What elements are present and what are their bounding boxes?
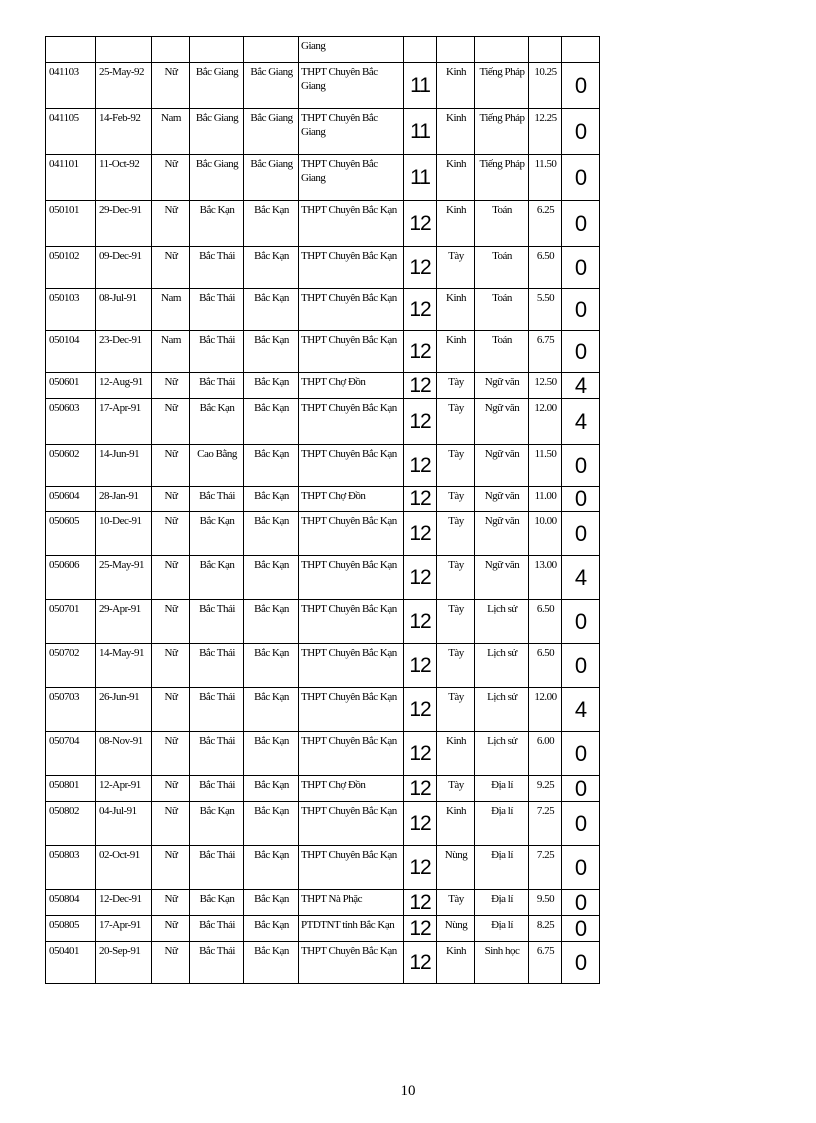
- cell-candidate-id: 041101: [46, 155, 96, 201]
- cell-points: [562, 37, 600, 63]
- cell-points: 4: [562, 373, 600, 399]
- cell-school: THPT Chuyên Bắc Kạn: [299, 644, 404, 688]
- cell-birthplace: Bắc Thái: [190, 776, 244, 802]
- cell-date-of-birth: 29-Apr-91: [96, 600, 152, 644]
- cell-province: Bắc Kạn: [244, 802, 299, 846]
- cell-date-of-birth: 14-May-91: [96, 644, 152, 688]
- cell-date-of-birth: 10-Dec-91: [96, 512, 152, 556]
- cell-birthplace: Bắc Thái: [190, 942, 244, 984]
- cell-candidate-id: 050704: [46, 732, 96, 776]
- table-row: [46, 512, 600, 556]
- cell-school: THPT Chuyên Bắc Kạn: [299, 846, 404, 890]
- cell-candidate-id: 050701: [46, 600, 96, 644]
- table-row: [46, 63, 600, 109]
- cell-ethnicity: Kinh: [437, 155, 475, 201]
- cell-sex: Nữ: [152, 155, 190, 201]
- cell-grade: [404, 37, 437, 63]
- cell-points: 4: [562, 556, 600, 600]
- table-row: [46, 846, 600, 890]
- cell-score: 11.00: [529, 487, 562, 512]
- cell-sex: Nữ: [152, 916, 190, 942]
- cell-score: 6.25: [529, 201, 562, 247]
- cell-grade: 12: [404, 776, 437, 802]
- table-row: [46, 732, 600, 776]
- cell-province: Bắc Kạn: [244, 890, 299, 916]
- cell-school: THPT Chợ Đồn: [299, 373, 404, 399]
- cell-score: 6.50: [529, 247, 562, 289]
- cell-province: Bắc Kạn: [244, 688, 299, 732]
- cell-school: THPT Chuyên Bắc Kạn: [299, 247, 404, 289]
- cell-birthplace: Bắc Thái: [190, 600, 244, 644]
- cell-sex: Nam: [152, 109, 190, 155]
- cell-sex: Nữ: [152, 732, 190, 776]
- cell-date-of-birth: 09-Dec-91: [96, 247, 152, 289]
- cell-birthplace: Bắc Thái: [190, 732, 244, 776]
- cell-grade: 12: [404, 732, 437, 776]
- cell-points: 4: [562, 688, 600, 732]
- cell-candidate-id: 050101: [46, 201, 96, 247]
- cell-points: 0: [562, 289, 600, 331]
- cell-subject: Địa lí: [475, 776, 529, 802]
- cell-ethnicity: Kinh: [437, 732, 475, 776]
- cell-grade: 12: [404, 445, 437, 487]
- cell-birthplace: Bắc Kạn: [190, 556, 244, 600]
- table-row: [46, 487, 600, 512]
- table-body: [46, 37, 600, 984]
- cell-points: 0: [562, 732, 600, 776]
- cell-date-of-birth: 20-Sep-91: [96, 942, 152, 984]
- cell-birthplace: Bắc Kạn: [190, 802, 244, 846]
- cell-school: Giang: [299, 37, 404, 63]
- table-row: [46, 155, 600, 201]
- cell-sex: Nữ: [152, 445, 190, 487]
- cell-score: 9.50: [529, 890, 562, 916]
- cell-ethnicity: Tày: [437, 247, 475, 289]
- cell-school: THPT Nà Phặc: [299, 890, 404, 916]
- cell-province: Bắc Kạn: [244, 732, 299, 776]
- table-row: [46, 776, 600, 802]
- cell-sex: Nữ: [152, 890, 190, 916]
- cell-candidate-id: 050805: [46, 916, 96, 942]
- cell-grade: 12: [404, 331, 437, 373]
- cell-province: Bắc Kạn: [244, 445, 299, 487]
- table-row: [46, 331, 600, 373]
- cell-points: 0: [562, 487, 600, 512]
- table-row: [46, 445, 600, 487]
- cell-birthplace: Bắc Thái: [190, 247, 244, 289]
- cell-sex: [152, 37, 190, 63]
- table-row: [46, 916, 600, 942]
- cell-school: THPT Chợ Đồn: [299, 487, 404, 512]
- cell-province: Bắc Kạn: [244, 556, 299, 600]
- cell-points: 0: [562, 155, 600, 201]
- cell-province: Bắc Kạn: [244, 487, 299, 512]
- cell-ethnicity: Tày: [437, 600, 475, 644]
- cell-ethnicity: Tày: [437, 373, 475, 399]
- cell-candidate-id: 050803: [46, 846, 96, 890]
- cell-province: Bắc Kạn: [244, 512, 299, 556]
- cell-candidate-id: 050802: [46, 802, 96, 846]
- cell-score: [529, 37, 562, 63]
- cell-candidate-id: 050702: [46, 644, 96, 688]
- cell-candidate-id: 041103: [46, 63, 96, 109]
- cell-score: 11.50: [529, 445, 562, 487]
- table-row: [46, 289, 600, 331]
- cell-date-of-birth: 12-Aug-91: [96, 373, 152, 399]
- cell-ethnicity: Tày: [437, 512, 475, 556]
- cell-score: 13.00: [529, 556, 562, 600]
- cell-subject: Lịch sử: [475, 600, 529, 644]
- cell-ethnicity: Tày: [437, 445, 475, 487]
- page-number: 10: [400, 1083, 416, 1099]
- cell-date-of-birth: 25-May-92: [96, 63, 152, 109]
- cell-score: 12.50: [529, 373, 562, 399]
- cell-birthplace: Bắc Thái: [190, 688, 244, 732]
- cell-candidate-id: 050801: [46, 776, 96, 802]
- cell-points: 0: [562, 916, 600, 942]
- cell-sex: Nữ: [152, 600, 190, 644]
- cell-school: THPT Chuyên Bắc Kạn: [299, 688, 404, 732]
- cell-birthplace: Bắc Kạn: [190, 512, 244, 556]
- cell-ethnicity: Kinh: [437, 63, 475, 109]
- cell-ethnicity: Kinh: [437, 289, 475, 331]
- cell-points: 0: [562, 846, 600, 890]
- cell-candidate-id: 050103: [46, 289, 96, 331]
- cell-points: 0: [562, 600, 600, 644]
- cell-province: Bắc Kạn: [244, 201, 299, 247]
- cell-grade: 12: [404, 373, 437, 399]
- cell-points: 0: [562, 201, 600, 247]
- cell-date-of-birth: 04-Jul-91: [96, 802, 152, 846]
- cell-sex: Nữ: [152, 942, 190, 984]
- cell-ethnicity: Kinh: [437, 109, 475, 155]
- cell-points: 4: [562, 399, 600, 445]
- cell-score: 10.25: [529, 63, 562, 109]
- cell-sex: Nữ: [152, 247, 190, 289]
- cell-birthplace: [190, 37, 244, 63]
- cell-sex: Nữ: [152, 688, 190, 732]
- cell-candidate-id: 050603: [46, 399, 96, 445]
- cell-subject: Lịch sử: [475, 688, 529, 732]
- cell-points: 0: [562, 331, 600, 373]
- cell-school: PTDTNT tỉnh Bắc Kạn: [299, 916, 404, 942]
- cell-grade: 12: [404, 916, 437, 942]
- cell-birthplace: Cao Bằng: [190, 445, 244, 487]
- cell-subject: Địa lí: [475, 802, 529, 846]
- cell-grade: 11: [404, 155, 437, 201]
- cell-sex: Nữ: [152, 556, 190, 600]
- cell-province: [244, 37, 299, 63]
- cell-school: THPT Chuyên Bắc Kạn: [299, 445, 404, 487]
- cell-grade: 12: [404, 556, 437, 600]
- cell-school: THPT Chuyên Bắc Kạn: [299, 556, 404, 600]
- table-row: [46, 109, 600, 155]
- cell-school: THPT Chuyên Bắc Kạn: [299, 201, 404, 247]
- cell-subject: Tiếng Pháp: [475, 155, 529, 201]
- cell-school: THPT Chuyên Bắc Kạn: [299, 942, 404, 984]
- cell-school: THPT Chuyên Bắc Kạn: [299, 289, 404, 331]
- cell-score: 6.50: [529, 644, 562, 688]
- cell-birthplace: Bắc Thái: [190, 846, 244, 890]
- cell-candidate-id: [46, 37, 96, 63]
- cell-date-of-birth: 08-Nov-91: [96, 732, 152, 776]
- cell-province: Bắc Kạn: [244, 600, 299, 644]
- cell-ethnicity: Kinh: [437, 331, 475, 373]
- cell-birthplace: Bắc Kạn: [190, 399, 244, 445]
- cell-ethnicity: Tày: [437, 890, 475, 916]
- cell-grade: 12: [404, 289, 437, 331]
- table-row: [46, 802, 600, 846]
- cell-school: THPT Chợ Đồn: [299, 776, 404, 802]
- cell-grade: 12: [404, 802, 437, 846]
- cell-province: Bắc Kạn: [244, 247, 299, 289]
- cell-date-of-birth: 23-Dec-91: [96, 331, 152, 373]
- cell-grade: 12: [404, 247, 437, 289]
- cell-subject: Toán: [475, 201, 529, 247]
- cell-birthplace: Bắc Thái: [190, 916, 244, 942]
- cell-score: 8.25: [529, 916, 562, 942]
- cell-subject: Địa lí: [475, 916, 529, 942]
- cell-ethnicity: Tày: [437, 487, 475, 512]
- cell-school: THPT Chuyên Bắc Kạn: [299, 512, 404, 556]
- cell-school: THPT Chuyên Bắc Kạn: [299, 399, 404, 445]
- cell-sex: Nữ: [152, 512, 190, 556]
- cell-birthplace: Bắc Thái: [190, 331, 244, 373]
- cell-province: Bắc Giang: [244, 155, 299, 201]
- cell-score: 7.25: [529, 802, 562, 846]
- cell-ethnicity: Tày: [437, 688, 475, 732]
- table-row: [46, 600, 600, 644]
- cell-date-of-birth: 14-Jun-91: [96, 445, 152, 487]
- cell-ethnicity: Nùng: [437, 846, 475, 890]
- cell-grade: 12: [404, 846, 437, 890]
- cell-ethnicity: Nùng: [437, 916, 475, 942]
- cell-score: 6.75: [529, 942, 562, 984]
- cell-date-of-birth: 08-Jul-91: [96, 289, 152, 331]
- cell-candidate-id: 050606: [46, 556, 96, 600]
- cell-subject: Ngữ văn: [475, 512, 529, 556]
- cell-birthplace: Bắc Thái: [190, 487, 244, 512]
- cell-sex: Nữ: [152, 373, 190, 399]
- cell-birthplace: Bắc Giang: [190, 63, 244, 109]
- cell-subject: Địa lí: [475, 846, 529, 890]
- cell-grade: 12: [404, 644, 437, 688]
- cell-birthplace: Bắc Kạn: [190, 201, 244, 247]
- cell-birthplace: Bắc Giang: [190, 109, 244, 155]
- cell-subject: Ngữ văn: [475, 556, 529, 600]
- cell-school: THPT Chuyên Bắc Giang: [299, 109, 404, 155]
- cell-date-of-birth: 11-Oct-92: [96, 155, 152, 201]
- cell-province: Bắc Kạn: [244, 289, 299, 331]
- cell-sex: Nữ: [152, 201, 190, 247]
- cell-score: 12.25: [529, 109, 562, 155]
- cell-grade: 11: [404, 109, 437, 155]
- table-row: [46, 201, 600, 247]
- cell-province: Bắc Kạn: [244, 373, 299, 399]
- cell-sex: Nữ: [152, 644, 190, 688]
- cell-sex: Nữ: [152, 487, 190, 512]
- cell-province: Bắc Giang: [244, 63, 299, 109]
- cell-candidate-id: 050401: [46, 942, 96, 984]
- cell-ethnicity: Kinh: [437, 942, 475, 984]
- table-row: [46, 890, 600, 916]
- cell-score: 9.25: [529, 776, 562, 802]
- cell-subject: Toán: [475, 247, 529, 289]
- cell-subject: Ngữ văn: [475, 445, 529, 487]
- cell-points: 0: [562, 63, 600, 109]
- cell-grade: 12: [404, 399, 437, 445]
- cell-points: 0: [562, 890, 600, 916]
- results-table: [45, 36, 600, 984]
- cell-points: 0: [562, 109, 600, 155]
- cell-province: Bắc Giang: [244, 109, 299, 155]
- cell-ethnicity: Tày: [437, 644, 475, 688]
- cell-date-of-birth: 17-Apr-91: [96, 916, 152, 942]
- cell-date-of-birth: [96, 37, 152, 63]
- cell-points: 0: [562, 644, 600, 688]
- table-row: [46, 688, 600, 732]
- cell-date-of-birth: 14-Feb-92: [96, 109, 152, 155]
- cell-candidate-id: 050804: [46, 890, 96, 916]
- cell-points: 0: [562, 776, 600, 802]
- cell-grade: 12: [404, 688, 437, 732]
- cell-candidate-id: 050104: [46, 331, 96, 373]
- cell-subject: Ngữ văn: [475, 399, 529, 445]
- table-row: [46, 247, 600, 289]
- cell-candidate-id: 050102: [46, 247, 96, 289]
- cell-score: 7.25: [529, 846, 562, 890]
- cell-points: 0: [562, 942, 600, 984]
- table-row: [46, 37, 600, 63]
- cell-birthplace: Bắc Giang: [190, 155, 244, 201]
- cell-points: 0: [562, 802, 600, 846]
- cell-subject: Địa lí: [475, 890, 529, 916]
- cell-subject: Tiếng Pháp: [475, 109, 529, 155]
- cell-birthplace: Bắc Thái: [190, 373, 244, 399]
- table-row: [46, 399, 600, 445]
- table-row: [46, 373, 600, 399]
- cell-candidate-id: 050601: [46, 373, 96, 399]
- cell-date-of-birth: 12-Dec-91: [96, 890, 152, 916]
- cell-score: 12.00: [529, 399, 562, 445]
- cell-subject: Lịch sử: [475, 732, 529, 776]
- cell-date-of-birth: 02-Oct-91: [96, 846, 152, 890]
- cell-grade: 12: [404, 942, 437, 984]
- cell-grade: 11: [404, 63, 437, 109]
- cell-school: THPT Chuyên Bắc Giang: [299, 63, 404, 109]
- cell-sex: Nam: [152, 289, 190, 331]
- cell-subject: [475, 37, 529, 63]
- cell-ethnicity: Tày: [437, 399, 475, 445]
- cell-grade: 12: [404, 487, 437, 512]
- cell-province: Bắc Kạn: [244, 399, 299, 445]
- cell-date-of-birth: 26-Jun-91: [96, 688, 152, 732]
- cell-subject: Lịch sử: [475, 644, 529, 688]
- cell-candidate-id: 050602: [46, 445, 96, 487]
- cell-points: 0: [562, 247, 600, 289]
- cell-date-of-birth: 12-Apr-91: [96, 776, 152, 802]
- cell-province: Bắc Kạn: [244, 916, 299, 942]
- table-row: [46, 942, 600, 984]
- cell-subject: Ngữ văn: [475, 373, 529, 399]
- cell-sex: Nam: [152, 331, 190, 373]
- cell-subject: Tiếng Pháp: [475, 63, 529, 109]
- cell-birthplace: Bắc Kạn: [190, 890, 244, 916]
- cell-sex: Nữ: [152, 776, 190, 802]
- cell-ethnicity: [437, 37, 475, 63]
- cell-subject: Toán: [475, 289, 529, 331]
- cell-school: THPT Chuyên Bắc Kạn: [299, 732, 404, 776]
- cell-school: THPT Chuyên Bắc Kạn: [299, 600, 404, 644]
- cell-score: 6.75: [529, 331, 562, 373]
- cell-subject: Ngữ văn: [475, 487, 529, 512]
- cell-grade: 12: [404, 890, 437, 916]
- cell-score: 10.00: [529, 512, 562, 556]
- cell-sex: Nữ: [152, 802, 190, 846]
- cell-birthplace: Bắc Thái: [190, 289, 244, 331]
- cell-score: 11.50: [529, 155, 562, 201]
- cell-score: 12.00: [529, 688, 562, 732]
- cell-candidate-id: 041105: [46, 109, 96, 155]
- cell-date-of-birth: 25-May-91: [96, 556, 152, 600]
- cell-score: 6.50: [529, 600, 562, 644]
- cell-province: Bắc Kạn: [244, 846, 299, 890]
- cell-grade: 12: [404, 512, 437, 556]
- table-row: [46, 644, 600, 688]
- cell-date-of-birth: 29-Dec-91: [96, 201, 152, 247]
- cell-subject: Sinh học: [475, 942, 529, 984]
- cell-ethnicity: Kinh: [437, 802, 475, 846]
- cell-sex: Nữ: [152, 63, 190, 109]
- cell-points: 0: [562, 445, 600, 487]
- cell-school: THPT Chuyên Bắc Kạn: [299, 802, 404, 846]
- cell-province: Bắc Kạn: [244, 942, 299, 984]
- cell-subject: Toán: [475, 331, 529, 373]
- cell-province: Bắc Kạn: [244, 644, 299, 688]
- cell-candidate-id: 050604: [46, 487, 96, 512]
- cell-sex: Nữ: [152, 399, 190, 445]
- cell-grade: 12: [404, 201, 437, 247]
- cell-school: THPT Chuyên Bắc Kạn: [299, 331, 404, 373]
- cell-province: Bắc Kạn: [244, 776, 299, 802]
- cell-sex: Nữ: [152, 846, 190, 890]
- cell-candidate-id: 050703: [46, 688, 96, 732]
- cell-grade: 12: [404, 600, 437, 644]
- cell-score: 6.00: [529, 732, 562, 776]
- cell-points: 0: [562, 512, 600, 556]
- cell-school: THPT Chuyên Bắc Giang: [299, 155, 404, 201]
- cell-ethnicity: Kinh: [437, 201, 475, 247]
- cell-date-of-birth: 28-Jan-91: [96, 487, 152, 512]
- cell-ethnicity: Tày: [437, 556, 475, 600]
- cell-province: Bắc Kạn: [244, 331, 299, 373]
- cell-date-of-birth: 17-Apr-91: [96, 399, 152, 445]
- cell-candidate-id: 050605: [46, 512, 96, 556]
- cell-ethnicity: Tày: [437, 776, 475, 802]
- cell-birthplace: Bắc Thái: [190, 644, 244, 688]
- cell-score: 5.50: [529, 289, 562, 331]
- table-row: [46, 556, 600, 600]
